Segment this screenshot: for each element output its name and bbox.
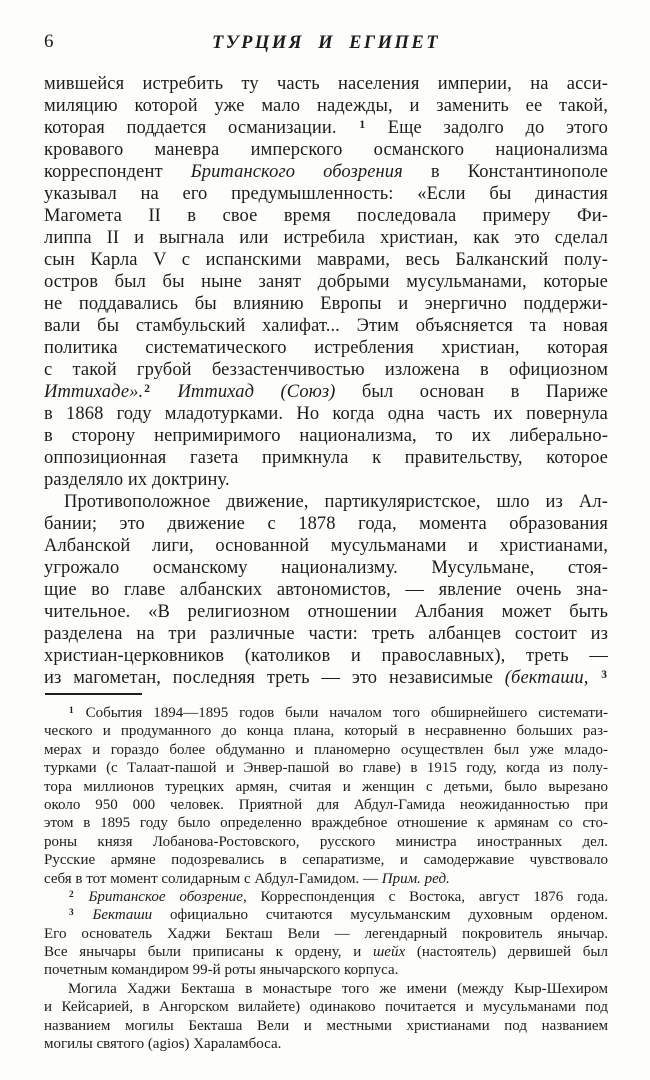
text-segment: из магометан, последняя треть — это независимые	[44, 668, 505, 688]
text-line	[44, 888, 608, 906]
text-line	[44, 741, 608, 759]
footnotes-block	[44, 704, 608, 1053]
running-header-title: ТУРЦИЯ И ЕГИПЕТ	[211, 33, 441, 53]
text-line	[44, 870, 608, 888]
text-segment: , Корреспонденция с Востока, август 1876 года.	[242, 888, 608, 905]
text-segment: Еще задолго до этого	[366, 118, 608, 138]
text-line	[44, 315, 608, 337]
text-segment: этом в 1895 году было определенно враждебное отношение к армянам со сто-	[44, 815, 608, 832]
text-segment: События 1894—1895 годов были началом того обширнейшего системати-	[74, 705, 608, 721]
text-segment: липпа II и выгнала или истребила христиан, как это сделал	[44, 228, 608, 248]
text-segment: (бекташи,	[504, 668, 589, 688]
text-line	[44, 271, 608, 293]
text-segment: миляцию которой уже мало надежды, и заменить ее такой,	[44, 96, 608, 116]
text-segment: чительное. «В религиозном отношении Албания может быть	[44, 602, 608, 622]
text-line	[44, 925, 608, 943]
text-line	[44, 980, 608, 998]
footnote-ref: 3	[601, 668, 607, 681]
text-segment: указывал на его предумышленность: «Если бы династия	[44, 184, 608, 204]
text-line	[44, 205, 608, 227]
text-line	[44, 117, 608, 139]
text-line	[44, 227, 608, 249]
text-line	[44, 1017, 608, 1035]
text-segment: официально считаются мусульманским духовным орденом.	[152, 907, 608, 924]
text-line	[44, 667, 608, 689]
text-segment: роны князя Лобанова-Ростовского, русского министра иностранных дел.	[44, 833, 608, 850]
text-segment: и Кейсарией, в Ангорском вилайете) одинаково почитается и мусульманами под	[44, 999, 608, 1016]
text-line	[44, 337, 608, 359]
text-line	[44, 95, 608, 117]
text-segment: остров был бы ныне занят добрыми мусульманами, которые	[44, 272, 608, 292]
text-line	[44, 293, 608, 315]
text-line	[44, 759, 608, 777]
text-line	[44, 601, 608, 623]
text-line	[44, 249, 608, 271]
text-segment: Британское обозрение	[88, 888, 243, 905]
text-segment: Иттихад (Союз)	[177, 382, 336, 402]
text-segment: себя в тот момент солидарным с Абдул-Гамидом. —	[44, 870, 382, 887]
text-segment: был основан в Париже	[335, 382, 608, 402]
text-segment: Прим. ред.	[381, 870, 450, 887]
text-line	[44, 513, 608, 535]
text-line	[44, 535, 608, 557]
text-line	[44, 447, 608, 469]
text-segment: в Константинополе	[402, 162, 608, 182]
text-segment: названием могилы Бекташа Вели и местными христианами под названием	[44, 1017, 608, 1034]
text-segment: христиан-церковников (католиков и православных), треть —	[44, 646, 608, 666]
text-line	[44, 491, 608, 513]
page-header-row	[44, 0, 608, 55]
text-line	[44, 778, 608, 796]
text-line	[44, 183, 608, 205]
text-line	[44, 381, 608, 403]
text-line	[44, 579, 608, 601]
text-line	[44, 623, 608, 645]
text-segment: мерах и гораздо более обдуманно и планомерно осуществлен был уже младо-	[44, 741, 608, 758]
text-segment: Могила Хаджи Бекташа в монастыре того же имени (между Кыр-Шехиром	[68, 980, 608, 997]
text-line	[44, 906, 608, 924]
page-number: 6	[44, 31, 55, 52]
text-line	[44, 814, 608, 832]
text-segment: шейх	[372, 944, 406, 961]
footnote-separator-rule	[45, 693, 142, 695]
text-segment: около 950 000 человек. Приятной для Абдул-Гамида неожиданностью при	[44, 796, 608, 813]
text-segment: в сторону непримиримого национализма, то их либерально-	[44, 426, 608, 446]
text-line	[44, 161, 608, 183]
text-line	[44, 833, 608, 851]
text-segment: турками (с Талаат-пашой и Энвер-пашой во главе) в 1915 году, когда из полу-	[44, 760, 608, 777]
text-line	[44, 704, 608, 722]
text-segment: сын Карла V с испанскими маврами, весь Балканский полу-	[44, 250, 608, 270]
text-segment: разделяло их доктрину.	[44, 470, 230, 490]
text-line	[44, 139, 608, 161]
text-segment: тора миллионов турецких армян, считая и женщин с детьми, было вырезано	[44, 778, 608, 795]
text-line	[44, 961, 608, 979]
main-text-block	[44, 73, 608, 689]
text-segment	[75, 907, 93, 923]
text-line	[44, 722, 608, 740]
text-line	[44, 1035, 608, 1053]
text-segment: с такой грубой беззастенчивостью изложена в официозном	[44, 360, 608, 380]
footnote-ref: 1	[69, 705, 74, 716]
text-segment: Иттихаде».	[44, 382, 144, 402]
text-segment	[588, 668, 600, 688]
text-line	[44, 403, 608, 425]
text-line	[44, 851, 608, 869]
text-segment: Его основатель Хаджи Бекташ Вели — легендарный покровитель янычар.	[44, 925, 608, 942]
text-segment	[75, 889, 89, 905]
text-segment: Британского обозрения	[190, 162, 403, 182]
text-segment: которая поддается османизации.	[44, 118, 359, 138]
text-line	[44, 796, 608, 814]
text-segment: кровавого маневра имперского османского национализма	[44, 140, 608, 160]
footnote-ref: 2	[69, 889, 74, 900]
text-segment: Албанской лиги, основанной мусульманами и христианами,	[44, 536, 608, 556]
text-segment: мившейся истребить ту часть населения империи, на асси-	[44, 74, 608, 94]
text-line	[44, 73, 608, 95]
text-segment	[151, 382, 177, 402]
text-segment: оппозиционная газета примкнула к правительству, которое	[44, 448, 608, 468]
text-segment: почетным командиром 99-й роты янычарского корпуса.	[44, 962, 399, 979]
text-line	[44, 469, 608, 491]
text-line	[44, 998, 608, 1016]
footnote-ref: 3	[69, 908, 74, 919]
text-segment: угрожало османскому национализму. Мусульмане, стоя-	[44, 558, 608, 578]
text-segment: Все янычары были приписаны к ордену, и	[44, 944, 373, 961]
text-segment: вали бы стамбульский халифат... Этим объясняется та новая	[44, 316, 608, 336]
text-segment: корреспондент	[44, 162, 191, 182]
text-segment: не поддавались бы влиянию Европы и энергично поддержи-	[44, 294, 608, 314]
text-segment: Магомета II в свое время последовала примеру Фи-	[44, 206, 608, 226]
text-segment: разделена на три различные части: треть албанцев состоит из	[44, 624, 608, 644]
footnote-ref: 1	[359, 118, 366, 131]
text-segment: Бекташи	[92, 907, 153, 924]
text-line	[44, 425, 608, 447]
text-segment: щие во главе албанских автономистов, — явление очень зна-	[44, 580, 608, 600]
text-segment: Противоположное движение, партикуляристское, шло из Ал-	[64, 492, 608, 512]
text-line	[44, 943, 608, 961]
text-segment: Русские армяне подозревались в сепаратизме, и самодержавие чувствовало	[44, 852, 608, 869]
text-line	[44, 359, 608, 381]
text-segment: политика систематического истребления христиан, которая	[44, 338, 608, 358]
text-segment: в 1868 году младотурками. Но когда одна часть их повернула	[44, 404, 608, 424]
text-segment: бании; это движение с 1878 года, момента образования	[44, 514, 608, 534]
text-segment: могилы святого (agios) Хараламбоса.	[44, 1036, 282, 1053]
footnote-ref: 2	[144, 382, 150, 395]
text-line	[44, 645, 608, 667]
text-line	[44, 557, 608, 579]
text-segment: ческого и продуманного до конца плана, который в несравненно больших раз-	[44, 723, 608, 740]
text-segment: (настоятель) дервишей был	[405, 944, 608, 961]
